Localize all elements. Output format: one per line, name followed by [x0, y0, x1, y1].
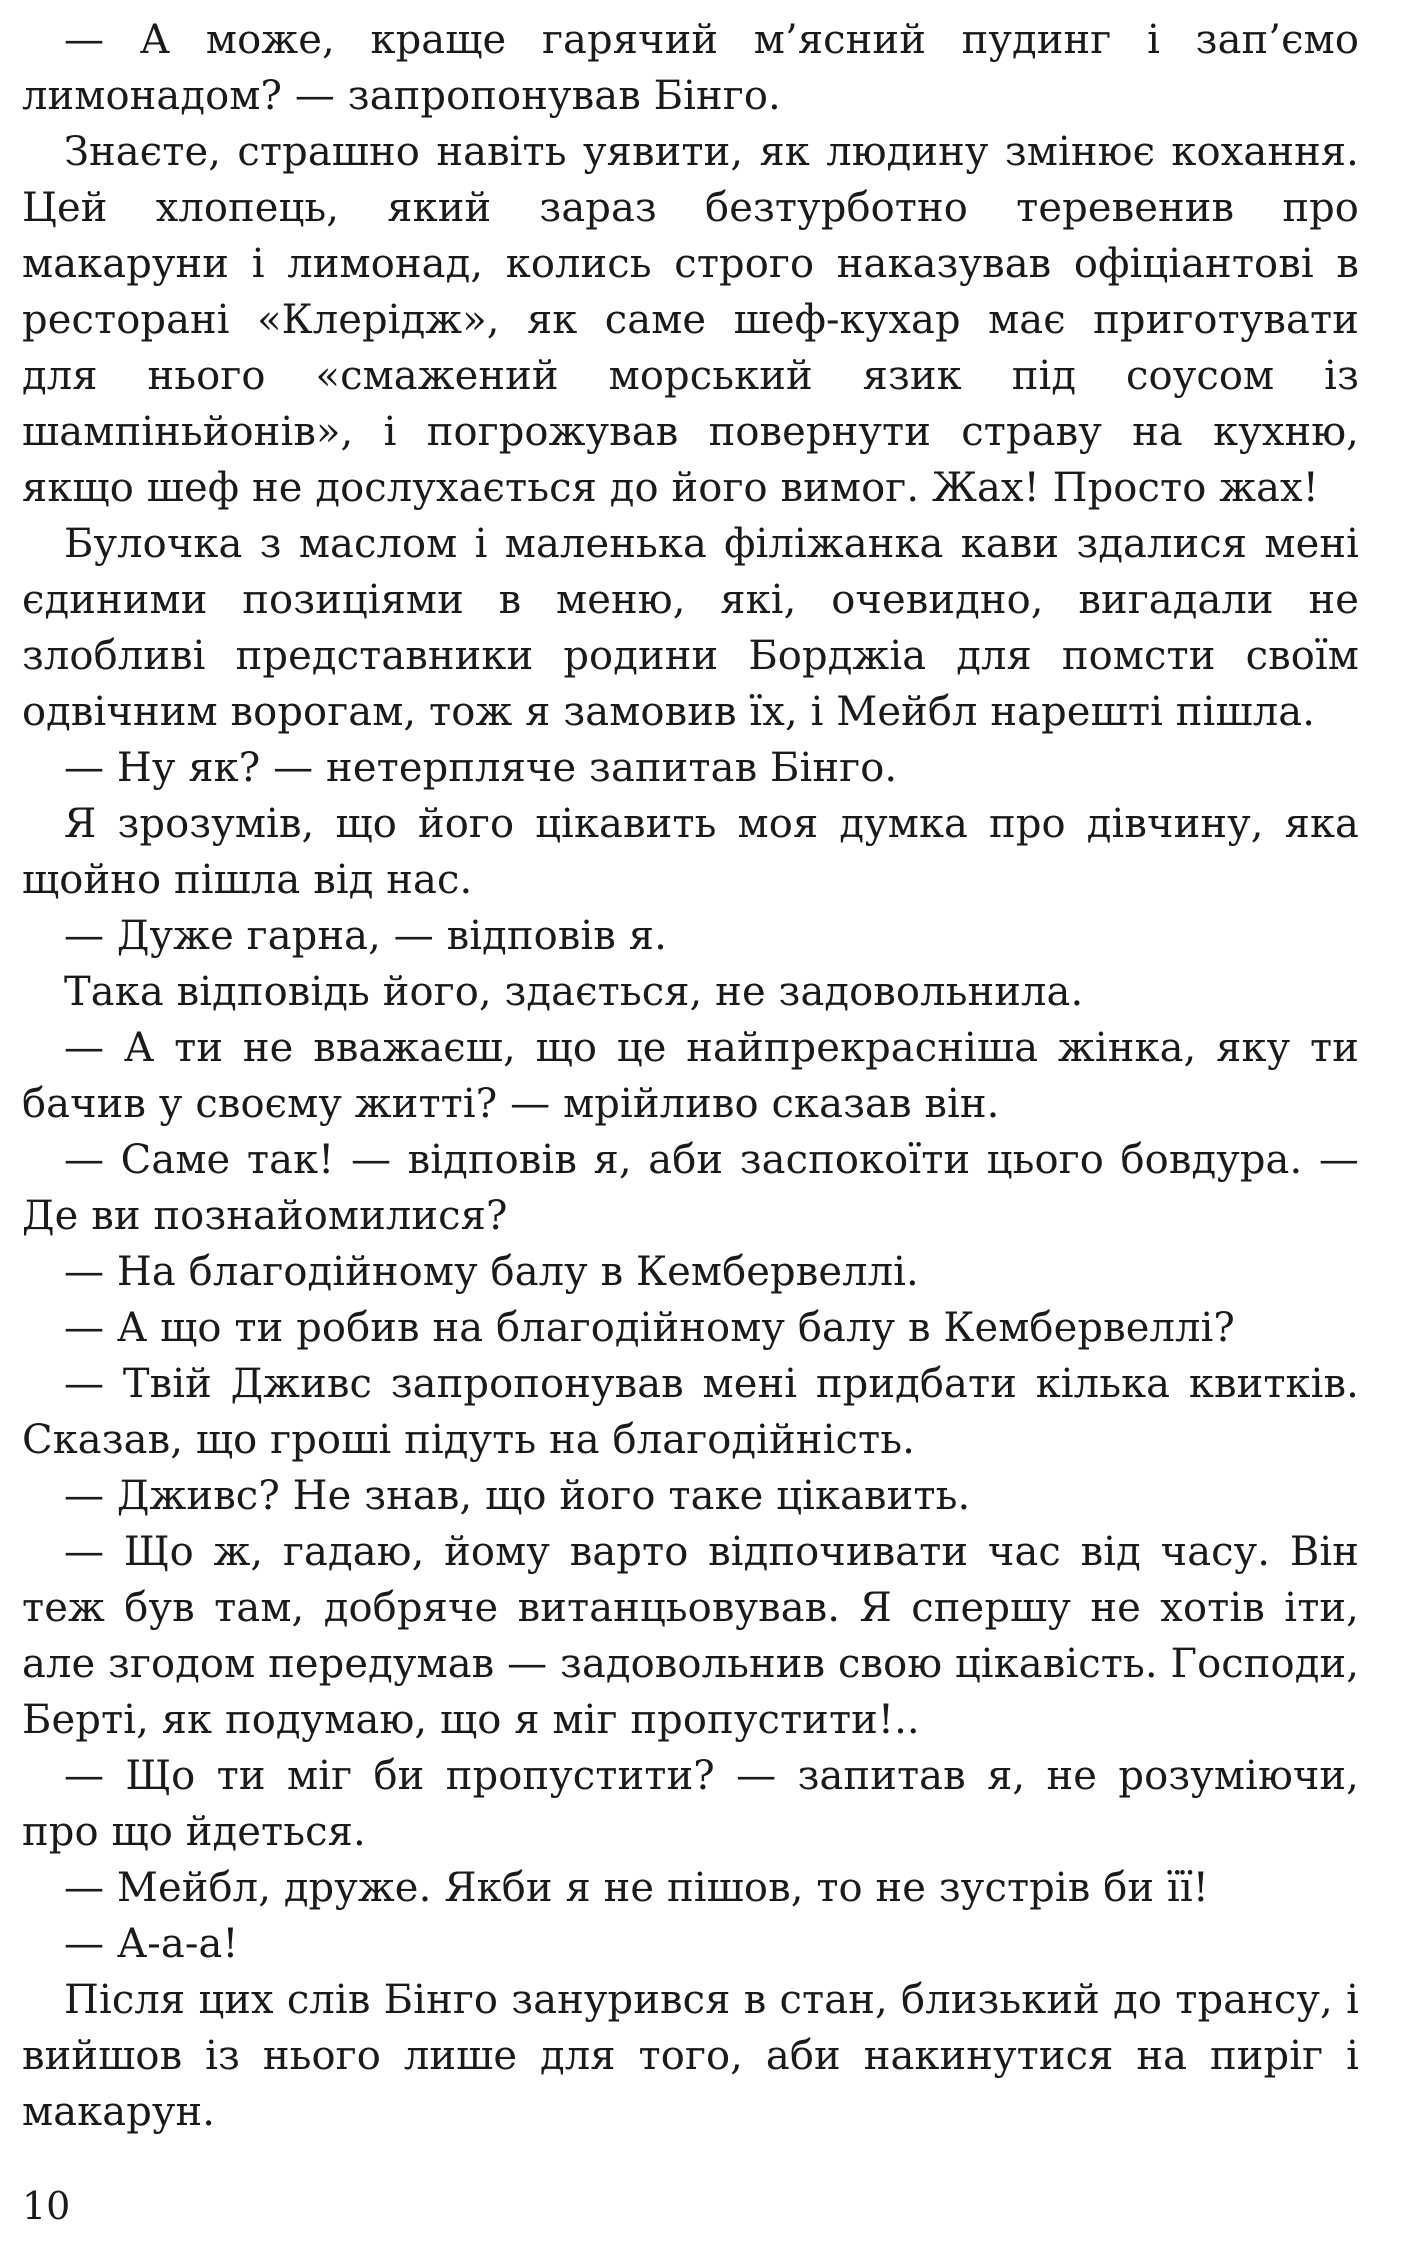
paragraph: Така відповідь його, здається, не задовольнила. [64, 969, 1084, 1015]
paragraph: Після цих слів Бінго занурився в стан, близький до трансу, і вийшов із нього лише для того, аби накинутися на пиріг і макарун. [22, 1977, 1359, 2135]
paragraph: — А-а-а! [64, 1921, 239, 1967]
paragraph: Знаєте, страшно навіть уявити, як людину змінює кохання. Цей хлопець, який зараз безтурботно теревенив про макаруни і лимонад, колись строго наказував офіціантові в ресторані «Клерідж», як саме шеф-кухар має приготувати для нього «смажений морський язик під соусом із шампіньйонів», і погрожував повернути страву на кухню, якщо шеф не дослухається до його вимог. Жах! Просто жах! [22, 129, 1359, 511]
paragraph: — Дживс? Не знав, що його таке цікавить. [64, 1473, 971, 1519]
paragraph: — Мейбл, друже. Якби я не пішов, то не зустрів би її! [64, 1865, 1209, 1911]
paragraph: — Саме так! — відповів я, аби заспокоїти цього бовдура. — Де ви познайомилися? [22, 1137, 1359, 1239]
page-body [22, 12, 1359, 2140]
paragraph: Я зрозумів, що його цікавить моя думка про дівчину, яка щойно пішла від нас. [22, 801, 1359, 903]
page-number: 10 [22, 2184, 71, 2228]
paragraph: — Ну як? — нетерпляче запитав Бінго. [64, 745, 898, 791]
paragraph: — Твій Дживс запропонував мені придбати кілька квитків. Сказав, що гроші підуть на благодійність. [22, 1361, 1359, 1463]
paragraph: — А може, краще гарячий м’ясний пудинг і зап’ємо лимонадом? — запропонував Бінго. [22, 17, 1359, 119]
paragraph: — Що ти міг би пропустити? — запитав я, не розуміючи, про що йдеться. [22, 1753, 1359, 1855]
paragraph: — А ти не вважаєш, що це найпрекрасніша жінка, яку ти бачив у своєму житті? — мрійливо сказав він. [22, 1025, 1359, 1127]
paragraph: — А що ти робив на благодійному балу в Кембервеллі? [64, 1305, 1235, 1351]
paragraph: — Що ж, гадаю, йому варто відпочивати час від часу. Він теж був там, добряче витанцьовував. Я спершу не хотів іти, але згодом передумав — задовольнив свою цікавість. Господи, Берті, як подумаю, що я міг пропустити!.. [22, 1529, 1360, 1743]
paragraph: — Дуже гарна, — відповів я. [64, 913, 667, 959]
paragraph: Булочка з маслом і маленька філіжанка кави здалися мені єдиними позиціями в меню, які, очевидно, вигадали не злобливі представники родини Борджіа для помсти своїм одвічним ворогам, тож я замовив їх, і Мейбл нарешті пішла. [22, 521, 1359, 735]
paragraph: — На благодійному балу в Кембервеллі. [64, 1249, 919, 1295]
